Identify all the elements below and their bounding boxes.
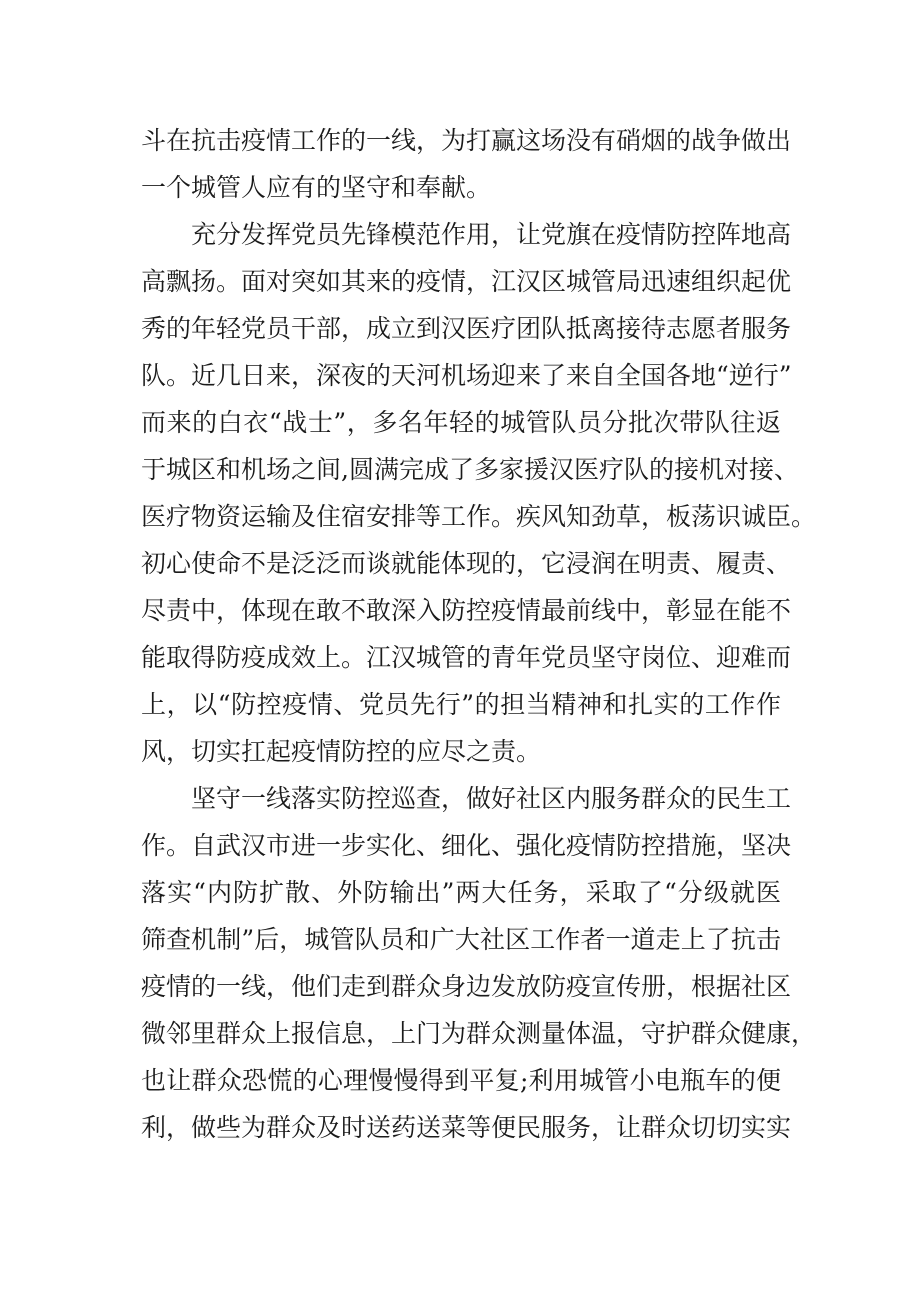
text-line: 落实“内防扩散、外防输出”两大任务，采取了“分级就医: [141, 878, 781, 907]
text-line: 微邻里群众上报信息，上门为群众测量体温，守护群众健康，: [141, 1019, 817, 1048]
text-line: 能取得防疫成效上。江汉城管的青年党员坚守岗位、迎难而: [141, 643, 792, 672]
paragraph: [141, 211, 817, 775]
paragraph: [141, 775, 817, 1151]
text-line: 于城区和机场之间,圆满完成了多家援汉医疗队的接机对接、: [141, 455, 799, 484]
text-line: 初心使命不是泛泛而谈就能体现的，它浸润在明责、履责、: [141, 549, 792, 578]
text-line: 医疗物资运输及住宿安排等工作。疾风知劲草，板荡识诚臣。: [141, 502, 817, 531]
text-line: 坚守一线落实防控巡查，做好社区内服务群众的民生工: [191, 784, 792, 813]
text-line: 斗在抗击疫情工作的一线，为打赢这场没有硝烟的战争做出: [141, 126, 792, 155]
paragraph: [141, 117, 792, 211]
text-line: 筛查机制”后，城管队员和广大社区工作者一道走上了抗击: [141, 925, 781, 954]
text-line: 疫情的一线，他们走到群众身边发放防疫宣传册，根据社区: [141, 972, 792, 1001]
text-line: 上，以“防控疫情、党员先行”的担当精神和扎实的工作作: [141, 690, 781, 719]
text-line: 作。自武汉市进一步实化、细化、强化疫情防控措施，坚决: [141, 831, 792, 860]
text-line: 秀的年轻党员干部，成立到汉医疗团队抵离接待志愿者服务: [141, 314, 792, 343]
text-line: 而来的白衣“战士”，多名年轻的城管队员分批次带队往返: [141, 408, 781, 437]
text-line: 队。近几日来，深夜的天河机场迎来了来自全国各地“逆行”: [141, 361, 792, 390]
text-line: 风，切实扛起疫情防控的应尽之责。: [141, 737, 542, 766]
text-line: 利，做些为群众及时送药送菜等便民服务，让群众切切实实: [141, 1113, 792, 1142]
document-body: [141, 117, 817, 1151]
text-line: 高飘扬。面对突如其来的疫情，江汉区城管局迅速组织起优: [141, 267, 792, 296]
text-line: 尽责中，体现在敢不敢深入防控疫情最前线中，彰显在能不: [141, 596, 792, 625]
text-line: 一个城管人应有的坚守和奉献。: [141, 173, 492, 202]
text-line: 充分发挥党员先锋模范作用，让党旗在疫情防控阵地高: [191, 220, 792, 249]
text-line: 也让群众恐慌的心理慢慢得到平复;利用城管小电瓶车的便: [141, 1066, 781, 1095]
